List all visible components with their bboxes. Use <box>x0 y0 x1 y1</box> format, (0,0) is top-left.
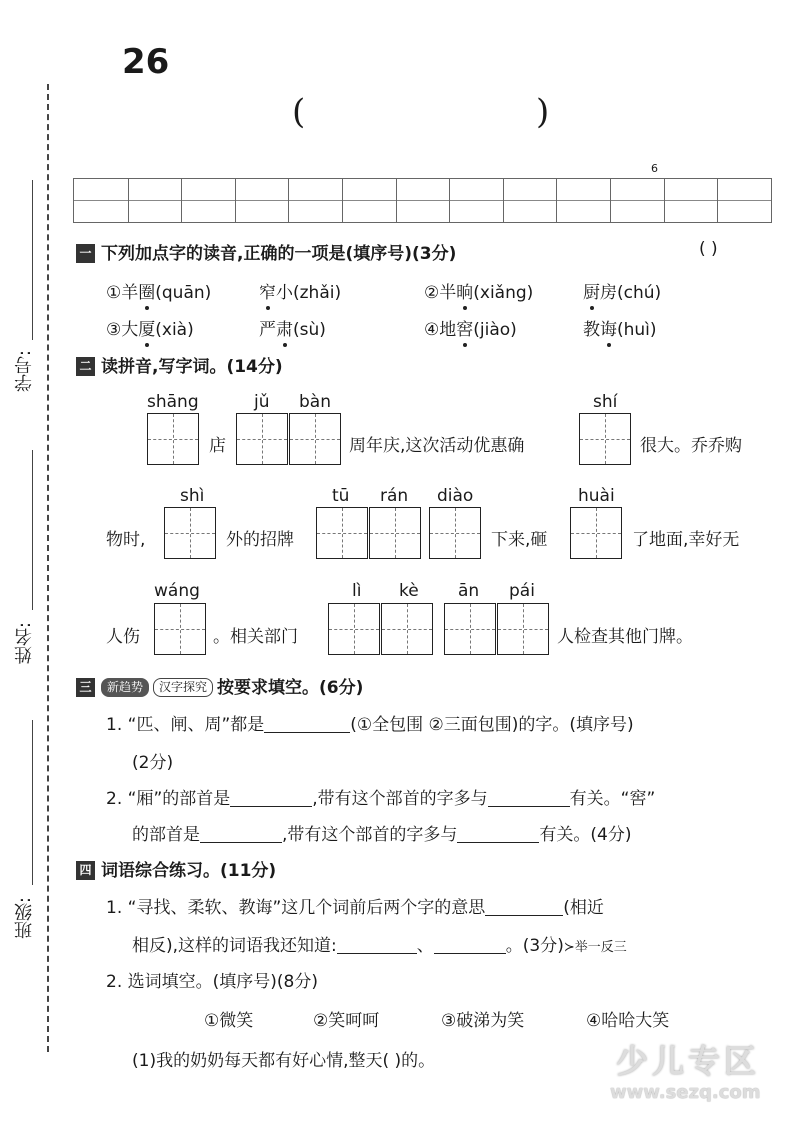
student-id-label: 学号: <box>14 350 35 393</box>
sec2-text: 了地面,幸好无 <box>632 530 740 550</box>
sec3-q2: 2. “厢”的部首是 ,带有这个部首的字多与 有关。“窖” <box>106 789 656 809</box>
sec4-title: 四 词语综合练习。(11分) <box>76 856 276 881</box>
sec3-badge: 三 <box>76 678 95 697</box>
pinyin-pai: pái <box>509 581 535 601</box>
sec1-opt1b: 窄小(zhǎi) <box>259 283 342 303</box>
watermark-url: www.sezq.com <box>610 1082 761 1103</box>
sec1-opt4b: 教诲(huì) <box>583 320 657 340</box>
extend-tag: ≻举一反三 <box>563 940 627 955</box>
sec1-opt2b: 厨房(chú) <box>583 283 662 303</box>
pinyin-tu: tū <box>332 486 350 506</box>
write-box[interactable] <box>369 507 421 559</box>
sec4-q1: 1. “寻找、柔软、教诲”这几个词前后两个字的意思 (相近 <box>106 898 604 918</box>
sec4-opt: ②笑呵呵 <box>313 1011 380 1031</box>
sec1-badge: 一 <box>76 244 95 263</box>
write-box[interactable] <box>147 413 199 465</box>
student-id-line <box>32 180 33 340</box>
sec2-text: 。相关部门 <box>213 627 298 647</box>
sec3-q1-score: (2分) <box>132 753 174 773</box>
sec2-text: 店 <box>209 436 226 456</box>
topic-tag: 汉字探究 <box>153 678 213 697</box>
sec1-opt1a: ①羊圈(quān) <box>106 283 212 303</box>
answer-blank[interactable] <box>488 788 570 807</box>
sec3-q2-cont: 的部首是 ,带有这个部首的字多与 有关。(4分) <box>132 825 632 845</box>
lesson-number: 26 <box>122 42 170 82</box>
sec4-opt: ①微笑 <box>204 1011 254 1031</box>
sec2-text: 人检查其他门牌。 <box>557 627 693 647</box>
pinyin-ju: jǔ <box>254 392 270 412</box>
answer-blank[interactable] <box>457 824 539 843</box>
answer-blank[interactable] <box>230 788 312 807</box>
sec1-opt4a: ④地窖(jiào) <box>424 320 517 340</box>
pinyin-li: lì <box>352 581 362 601</box>
sec2-text: 周年庆,这次活动优惠确 <box>349 436 525 456</box>
write-box[interactable] <box>579 413 631 465</box>
sec4-q2: 2. 选词填空。(填序号)(8分) <box>106 972 318 992</box>
sec1-opt3a: ③大厦(xià) <box>106 320 194 340</box>
sec2-text: 物时, <box>106 530 146 550</box>
answer-blank[interactable] <box>434 935 506 954</box>
sec3-q1: 1. “匹、闸、周”都是 (①全包围 ②三面包围)的字。(填序号) <box>106 715 634 735</box>
write-box[interactable] <box>154 603 206 655</box>
title-paren-right: ) <box>536 92 550 132</box>
sec1-opt3b: 严肃(sù) <box>259 320 326 340</box>
pinyin-shi: shí <box>593 392 618 412</box>
answer-blank[interactable] <box>200 824 282 843</box>
sec2-text: 下来,砸 <box>491 530 548 550</box>
sec1-opt2a: ②半晌(xiǎng) <box>424 283 534 303</box>
answer-blank[interactable] <box>485 897 563 916</box>
pinyin-ke: kè <box>399 581 419 601</box>
sec4-opt: ③破涕为笑 <box>441 1011 525 1031</box>
sec4-q1-cont: 相反),这样的词语我还知道: 、 。(3分)≻举一反三 <box>132 936 627 956</box>
write-box[interactable] <box>289 413 341 465</box>
class-line <box>32 720 33 885</box>
pinyin-ban: bàn <box>299 392 331 412</box>
write-box[interactable] <box>497 603 549 655</box>
name-label: 姓名: <box>14 622 35 665</box>
sec2-text: 外的招牌 <box>226 530 294 550</box>
write-box[interactable] <box>316 507 368 559</box>
write-box[interactable] <box>429 507 481 559</box>
binding-dashed-line <box>47 84 49 1052</box>
pinyin-an: ān <box>458 581 480 601</box>
write-box[interactable] <box>444 603 496 655</box>
sec4-badge: 四 <box>76 861 95 880</box>
name-line <box>32 450 33 610</box>
sec4-sub1: (1)我的奶奶每天都有好心情,整天( )的。 <box>132 1051 436 1071</box>
pinyin-diao: diào <box>437 486 474 506</box>
write-box[interactable] <box>381 603 433 655</box>
class-label: 班级: <box>14 897 35 940</box>
sec2-text: 人伤 <box>106 627 140 647</box>
write-box[interactable] <box>570 507 622 559</box>
pinyin-shi2: shì <box>180 486 205 506</box>
answer-blank[interactable] <box>264 714 350 733</box>
pinyin-huai: huài <box>578 486 615 506</box>
pinyin-ran: rán <box>380 486 409 506</box>
lesson-mark: 6 <box>651 162 658 175</box>
trend-tag: 新趋势 <box>101 678 149 697</box>
write-box[interactable] <box>164 507 216 559</box>
sec2-title: 二 读拼音,写字词。(14分) <box>76 352 283 377</box>
writing-grid[interactable] <box>73 178 772 223</box>
pinyin-wang: wáng <box>154 581 200 601</box>
sec4-opt: ④哈哈大笑 <box>586 1011 670 1031</box>
answer-blank[interactable] <box>337 935 417 954</box>
sec3-title: 三 新趋势 汉字探究 按要求填空。(6分) <box>76 673 363 698</box>
write-box[interactable] <box>328 603 380 655</box>
sec1-title: 一 下列加点字的读音,正确的一项是(填序号)(3分) <box>76 239 456 264</box>
sec1-answer-paren[interactable]: ( ) <box>699 239 718 259</box>
sec2-text: 很大。乔乔购 <box>640 436 742 456</box>
sec2-badge: 二 <box>76 357 95 376</box>
watermark-logo: 少儿专区 <box>616 1042 761 1080</box>
pinyin-shang: shāng <box>147 392 199 412</box>
title-paren-left: ( <box>292 92 306 132</box>
write-box[interactable] <box>236 413 288 465</box>
